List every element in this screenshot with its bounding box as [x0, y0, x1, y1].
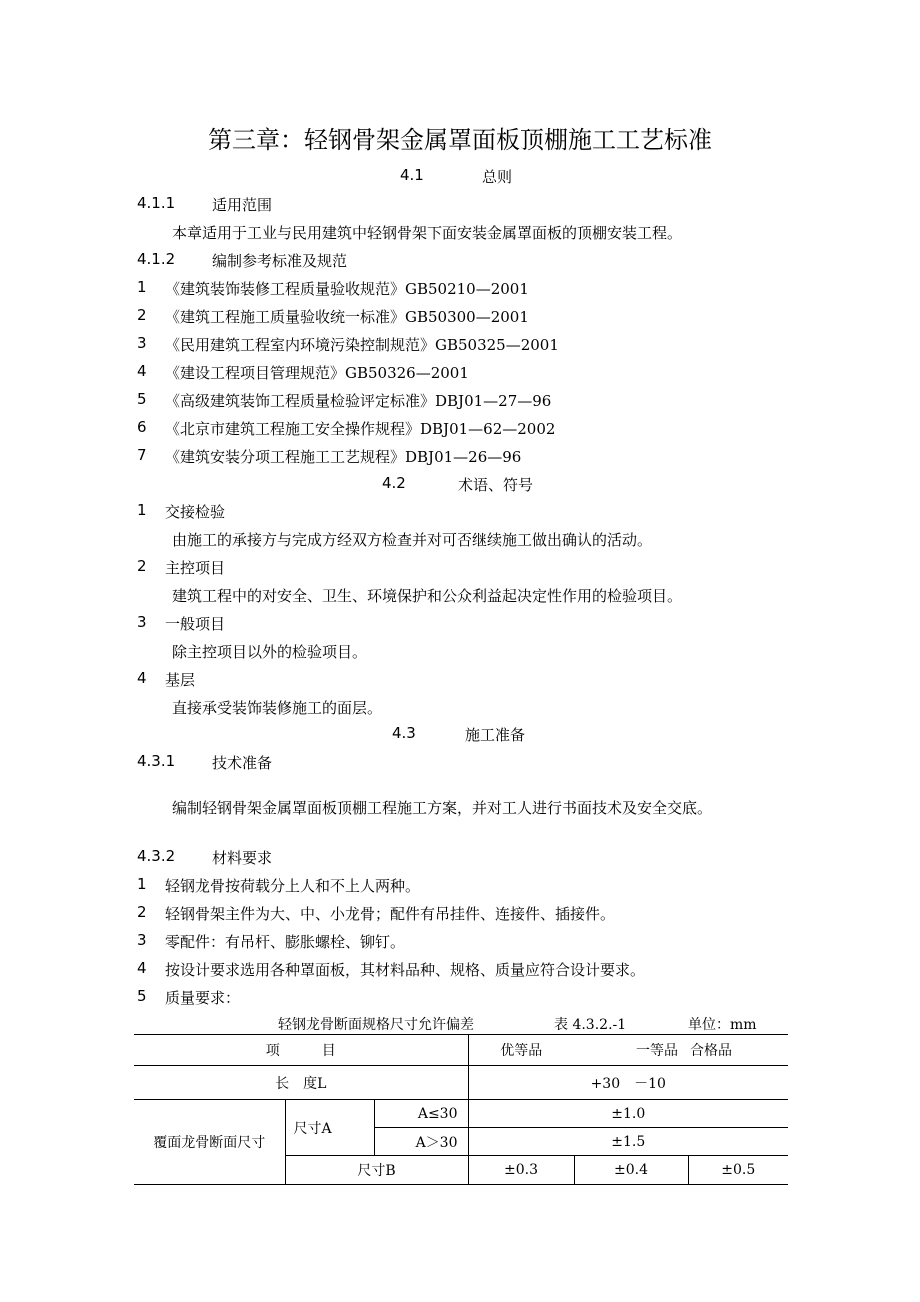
item-text: 《建筑安装分项工程施工工艺规程》DBJ01—26—96: [165, 448, 522, 466]
section-label: 材料要求: [212, 849, 273, 867]
header-item: 项 目: [134, 1035, 468, 1066]
item-text: 质量要求：: [165, 989, 241, 1007]
item-number: 2: [137, 306, 147, 324]
item-text: 《建筑工程施工质量验收统一标准》GB50300—2001: [165, 308, 529, 326]
section-label: 适用范围: [212, 196, 273, 214]
section-number: 4.3.2: [137, 847, 176, 865]
item-text: 按设计要求选用各种罩面板，其材料品种、规格、质量应符合设计要求。: [165, 961, 646, 979]
item-number: 1: [137, 278, 147, 296]
header-grade-1: 优等品: [468, 1035, 574, 1066]
size-a-range-2: A＞30: [374, 1128, 468, 1156]
section-number: 4.1.2: [137, 250, 176, 268]
term-name: 基层: [165, 671, 196, 689]
item-number: 7: [137, 446, 147, 464]
item-number: 6: [137, 418, 147, 436]
tech-prep-paragraph: 编制轻钢骨架金属罩面板顶棚工程施工方案，并对工人进行书面技术及安全交底。: [172, 799, 713, 817]
table-row: [134, 1066, 788, 1100]
term-definition: 由施工的承接方与完成方经双方检查并对可否继续施工做出确认的活动。: [172, 531, 653, 549]
page-title: 第三章：轻钢骨架金属罩面板顶棚施工工艺标准: [208, 126, 712, 154]
section-label: 编制参考标准及规范: [212, 252, 348, 270]
item-number: 4: [137, 959, 147, 977]
item-number: 4: [137, 669, 147, 687]
size-a-value-2: ±1.5: [468, 1128, 788, 1156]
size-a-range-1: A≤30: [374, 1100, 468, 1128]
item-text: 《北京市建筑工程施工安全操作规程》DBJ01—62—2002: [165, 420, 556, 438]
item-number: 3: [137, 931, 147, 949]
item-text: 轻钢骨架主件为大、中、小龙骨；配件有吊挂件、连接件、插接件。: [165, 905, 616, 923]
section-label: 术语、符号: [458, 476, 534, 494]
section-label: 施工准备: [465, 726, 526, 744]
item-number: 5: [137, 390, 147, 408]
item-number: 5: [137, 987, 147, 1005]
table-header-row: [134, 1035, 788, 1066]
size-b-grade-2: ±0.4: [574, 1156, 688, 1185]
section-number: 4.2: [382, 474, 406, 492]
size-b-grade-1: ±0.3: [468, 1156, 574, 1185]
term-name: 一般项目: [165, 615, 226, 633]
item-number: 1: [137, 875, 147, 893]
section-size-label: 覆面龙骨断面尺寸: [134, 1100, 285, 1185]
item-number: 3: [137, 613, 147, 631]
section-number: 4.1.1: [137, 194, 176, 212]
item-number: 4: [137, 362, 147, 380]
section-number: 4.1: [400, 166, 424, 184]
header-grade-2: 一等品: [574, 1035, 688, 1066]
table-row: [134, 1100, 788, 1128]
table-unit: 单位：mm: [688, 1017, 757, 1033]
length-label: 长 度L: [134, 1066, 468, 1100]
header-grade-3: 合格品: [688, 1035, 788, 1066]
item-text: 轻钢龙骨按荷载分上人和不上人两种。: [165, 877, 421, 895]
item-text: 《建筑装饰装修工程质量验收规范》GB50210—2001: [165, 280, 529, 298]
item-text: 《民用建筑工程室内环境污染控制规范》GB50325—2001: [165, 336, 559, 354]
term-name: 主控项目: [165, 559, 226, 577]
section-number: 4.3: [392, 724, 416, 742]
table-caption: 轻钢龙骨断面规格尺寸允许偏差: [278, 1017, 474, 1033]
size-a-value-1: ±1.0: [468, 1100, 788, 1128]
term-name: 交接检验: [165, 503, 226, 521]
term-definition: 除主控项目以外的检验项目。: [172, 643, 368, 661]
size-b-grade-3: ±0.5: [688, 1156, 788, 1185]
item-text: 《建设工程项目管理规范》GB50326—2001: [165, 364, 469, 382]
section-number: 4.3.1: [137, 752, 176, 770]
section-label: 总则: [482, 168, 513, 186]
scope-paragraph: 本章适用于工业与民用建筑中轻钢骨架下面安装金属罩面板的顶棚安装工程。: [172, 224, 683, 242]
size-b-label: 尺寸B: [285, 1156, 468, 1185]
length-value: +30 －10: [590, 1075, 666, 1092]
item-number: 1: [137, 501, 147, 519]
item-text: 《高级建筑装饰工程质量检验评定标准》DBJ01—27—96: [165, 392, 552, 410]
item-text: 零配件：有吊杆、膨胀螺栓、铆钉。: [165, 933, 406, 951]
term-definition: 直接承受装饰装修施工的面层。: [172, 699, 383, 717]
section-label: 技术准备: [212, 754, 273, 772]
size-a-label: 尺寸A: [285, 1100, 374, 1156]
term-definition: 建筑工程中的对安全、卫生、环境保护和公众利益起决定性作用的检验项目。: [172, 587, 683, 605]
item-number: 2: [137, 903, 147, 921]
table-number: 表 4.3.2.-1: [554, 1017, 627, 1033]
item-number: 3: [137, 334, 147, 352]
item-number: 2: [137, 557, 147, 575]
tolerance-table: [134, 1034, 788, 1185]
